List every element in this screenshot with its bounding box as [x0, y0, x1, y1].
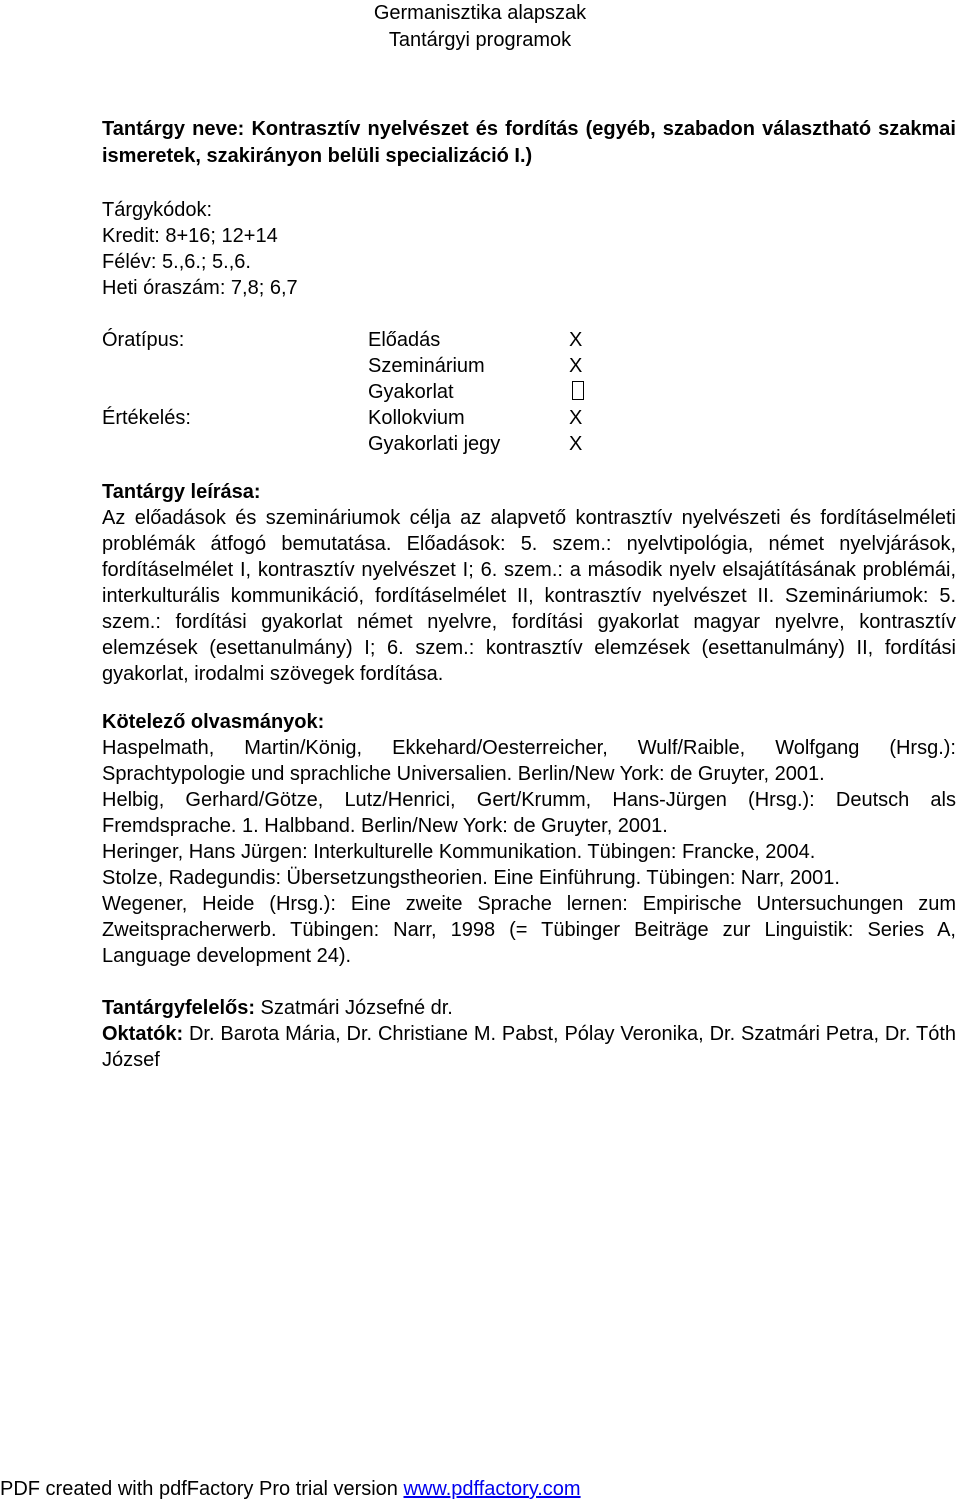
responsible-label: Tantárgyfelelős:: [102, 997, 255, 1019]
footer-link[interactable]: www.pdffactory.com: [403, 1478, 581, 1500]
description-heading: Tantárgy leírása:: [102, 481, 261, 503]
course-codes: Tárgykódok:: [102, 199, 213, 221]
reading-item: Heringer, Hans Jürgen: Interkulturelle Kommunikation. Tübingen: Francke, 2004.: [102, 841, 816, 863]
teachers-label: Oktatók:: [102, 1023, 184, 1045]
evaluation-label: Értékelés:: [102, 407, 191, 429]
type-row-seminar: [102, 353, 956, 379]
type-row-practical-grade: [102, 431, 956, 457]
type-name: Szeminárium: [368, 355, 485, 377]
reading-item: Wegener, Heide (Hrsg.): Eine zweite Sprache lernen: Empirische Untersuchungen zum Zweitspracherwerb. Tübingen: Narr, 1998 (= Tübinger Beiträge zur Linguistik: Series A, Language development 24).: [102, 893, 956, 967]
responsible-name: Szatmári Józsefné dr.: [255, 997, 453, 1019]
class-type-table: [102, 327, 956, 457]
teachers-line: [102, 1021, 956, 1073]
class-type-label: Óratípus:: [102, 329, 185, 351]
type-mark: X: [569, 433, 583, 455]
type-name: Gyakorlat: [368, 381, 454, 403]
course-hours: Heti óraszám: 7,8; 6,7: [102, 277, 298, 299]
type-mark: X: [569, 329, 583, 351]
course-info: [102, 197, 956, 301]
footer-text: PDF created with pdfFactory Pro trial version: [0, 1478, 404, 1500]
pdf-footer: [0, 1476, 581, 1502]
page-header: [0, 0, 960, 54]
type-name: Előadás: [368, 329, 441, 351]
reading-item: Stolze, Radegundis: Übersetzungstheorien. Eine Einführung. Tübingen: Narr, 2001.: [102, 867, 840, 889]
empty-checkbox-icon: [569, 379, 584, 405]
reading-item: Helbig, Gerhard/Götze, Lutz/Henrici, Gert/Krumm, Hans-Jürgen (Hrsg.): Deutsch als Fremdsprache. 1. Halbband. Berlin/New York: de Gruyter, 2001.: [102, 789, 956, 837]
type-name: Kollokvium: [368, 407, 465, 429]
document-body: [102, 116, 956, 1073]
type-mark: X: [569, 355, 583, 377]
header-program: Germanisztika alapszak: [373, 2, 587, 24]
type-mark: X: [569, 407, 583, 429]
course-semester: Félév: 5.,6.; 5.,6.: [102, 251, 251, 273]
course-credit: Kredit: 8+16; 12+14: [102, 225, 278, 247]
description-text: Az előadások és szemináriumok célja az alapvető kontrasztív nyelvészeti és fordításelméleti problémák átfogó bemutatása. Előadások: 5. szem.: nyelvtipológia, német nyelvjárások, fordításelmélet I, kontrasztív nyelvészet I; 6. szem.: a második nyelv elsajátításának problémái, interkulturális kommunikáció, fordításelmélet II, kontrasztív nyelvészet II. Szemináriumok: 5. szem.: fordítási gyakorlat német nyelvre, fordítási gyakorlat magyar nyelvre, kontrasztív elemzések (esettanulmány) I; 6. szem.: kontrasztív elemzések (esettanulmány) II, fordítási gyakorlat, irodalmi szövegek fordítása.: [102, 507, 956, 685]
type-row-practice: [102, 379, 956, 405]
type-row-lecture: [102, 327, 956, 353]
responsible-line: [102, 995, 956, 1021]
readings-list: [102, 735, 956, 969]
teachers-names: Dr. Barota Mária, Dr. Christiane M. Pabst, Pólay Veronika, Dr. Szatmári Petra, Dr. Tóth József: [102, 1023, 956, 1071]
readings-heading: Kötelező olvasmányok:: [102, 711, 325, 733]
header-subtitle: Tantárgyi programok: [388, 29, 572, 51]
staff-section: [102, 995, 956, 1073]
reading-item: Haspelmath, Martin/König, Ekkehard/Oesterreicher, Wulf/Raible, Wolfgang (Hrsg.): Sprachtypologie und sprachliche Universalien. Berlin/New York: de Gruyter, 2001.: [102, 737, 956, 785]
type-name: Gyakorlati jegy: [368, 433, 501, 455]
course-title: Tantárgy neve: Kontrasztív nyelvészet és fordítás (egyéb, szabadon választható szakmai ismeretek, szakirányon belüli specializáció I.): [102, 118, 956, 167]
type-row-colloquium: [102, 405, 956, 431]
